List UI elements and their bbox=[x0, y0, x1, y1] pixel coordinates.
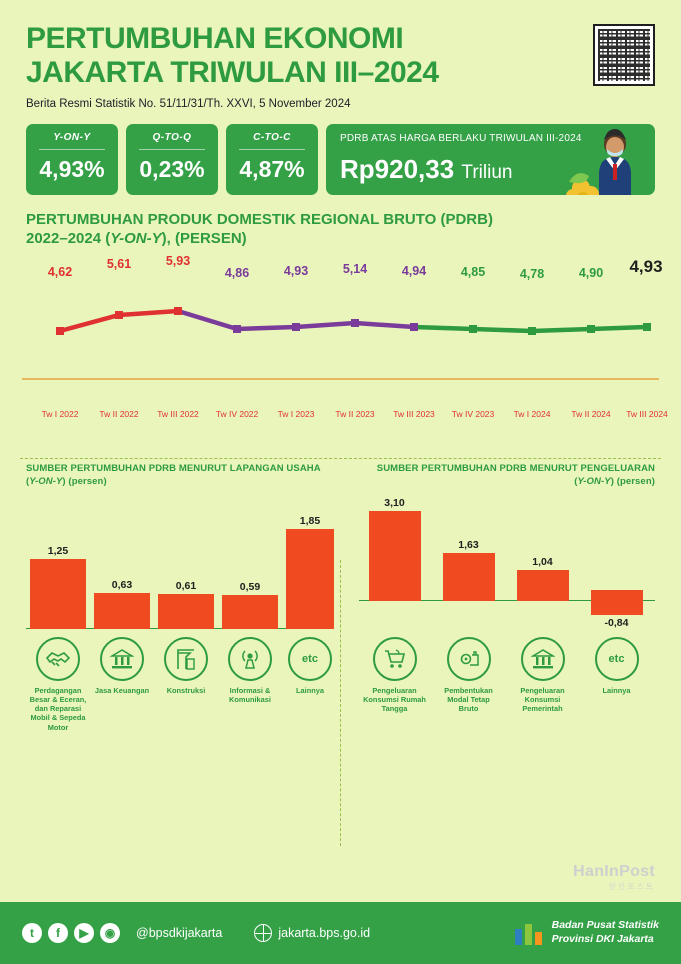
etc-icon bbox=[595, 637, 639, 681]
bar-pg-2-value: 1,04 bbox=[532, 555, 553, 568]
section-title-line2b: Y-ON-Y bbox=[110, 229, 162, 247]
stat-label-yoy: Y-ON-Y bbox=[53, 132, 91, 144]
icon-caption-2: Konstruksi bbox=[166, 685, 206, 695]
social-handle[interactable]: @bpsdkijakarta bbox=[136, 926, 223, 940]
watermark-line2: 한인포스트 bbox=[608, 882, 655, 891]
bar-pg-0-value: 3,10 bbox=[384, 496, 405, 509]
x-label-2: Tw III 2022 bbox=[157, 408, 199, 419]
bank-icon bbox=[100, 637, 144, 681]
bar-lu-3-value: 0,59 bbox=[239, 580, 261, 593]
watermark-line1: HanInPost bbox=[573, 863, 655, 880]
line-value-8: 4,78 bbox=[519, 266, 545, 281]
bar-pg-3-value: -0,84 bbox=[604, 616, 629, 629]
x-label-8: Tw I 2024 bbox=[513, 408, 551, 419]
icon-item-konsumsi-pemerintah bbox=[511, 637, 575, 714]
stat-card-qtoq bbox=[126, 124, 218, 195]
x-label-0: Tw I 2022 bbox=[41, 408, 79, 419]
panel-right-sub-b: Y-ON-Y bbox=[577, 475, 611, 487]
page-subtitle: Berita Resmi Statistik No. 51/11/31/Th. XXVI, 5 November 2024 bbox=[26, 98, 351, 111]
pdrb-value: Rp920,33 bbox=[340, 154, 455, 185]
line-chart bbox=[22, 253, 668, 452]
panel-right-title bbox=[359, 463, 656, 487]
pdrb-card bbox=[326, 124, 655, 195]
icon-caption-pg-3: Lainnya bbox=[602, 685, 631, 695]
bar-lu-4 bbox=[286, 515, 334, 629]
icon-item-pmtb bbox=[437, 637, 501, 714]
social-icons bbox=[22, 923, 120, 943]
line-value-10: 4,93 bbox=[629, 256, 663, 276]
line-chart-x-labels bbox=[22, 408, 668, 431]
stat-label-qtoq: Q-TO-Q bbox=[152, 132, 192, 144]
website-link[interactable] bbox=[254, 924, 370, 942]
bar-chart-pengeluaran bbox=[359, 496, 656, 629]
panel-right-sub-c: ) (persen) bbox=[610, 475, 655, 487]
line-value-6: 4,94 bbox=[401, 263, 427, 278]
stat-value-yoy: 4,93% bbox=[39, 156, 105, 183]
bar-lu-1-value: 0,63 bbox=[111, 578, 133, 591]
broadcast-icon bbox=[228, 637, 272, 681]
icon-caption-1: Jasa Keuangan bbox=[94, 685, 150, 695]
header bbox=[0, 0, 681, 110]
bar-pg-1 bbox=[443, 539, 495, 601]
panel-right-sub-a: ( bbox=[574, 475, 578, 487]
x-label-5: Tw II 2023 bbox=[335, 408, 375, 419]
etc-label-pg: etc bbox=[608, 652, 625, 665]
bar-pg-3 bbox=[591, 590, 643, 629]
handshake-icon bbox=[36, 637, 80, 681]
bar-chart-lapangan-usaha bbox=[26, 499, 327, 629]
icon-item-infokom bbox=[218, 637, 282, 705]
bps-name-line2: Provinsi DKI Jakarta bbox=[551, 933, 654, 945]
instagram-icon[interactable]: ◉ bbox=[100, 923, 120, 943]
bar-lu-1 bbox=[94, 579, 150, 629]
icon-item-jasa-keuangan bbox=[90, 637, 154, 695]
page-title-line2: JAKARTA TRIWULAN III–2024 bbox=[26, 55, 439, 89]
bar-pg-0 bbox=[369, 497, 421, 601]
panel-right-title-text: SUMBER PERTUMBUHAN PDRB MENURUT PENGELUARAN bbox=[376, 462, 655, 474]
panel-pengeluaran bbox=[341, 463, 662, 747]
line-value-9: 4,90 bbox=[578, 265, 604, 280]
stat-value-qtoq: 0,23% bbox=[139, 156, 205, 183]
line-value-5: 5,14 bbox=[342, 261, 368, 276]
icon-item-perdagangan bbox=[26, 637, 90, 732]
twitter-icon[interactable]: t bbox=[22, 923, 42, 943]
bar-pg-2 bbox=[517, 556, 569, 601]
line-value-3: 4,86 bbox=[224, 265, 250, 280]
bar-lu-0-value: 1,25 bbox=[47, 544, 69, 557]
icon-caption-pg-2: Pengeluaran Konsumsi Pemerintah bbox=[520, 685, 565, 714]
youtube-icon[interactable]: ▶ bbox=[74, 923, 94, 943]
stat-card-yoy bbox=[26, 124, 118, 195]
icon-caption-0: Perdagangan Besar & Eceran, dan Reparasi Mobil & Sepeda Motor bbox=[29, 685, 87, 732]
line-value-4: 4,93 bbox=[283, 263, 309, 278]
bar-lu-0 bbox=[30, 545, 86, 629]
panel-left-title-text: SUMBER PERTUMBUHAN PDRB MENURUT LAPANGAN USAHA bbox=[26, 462, 321, 474]
icons-lapangan-usaha bbox=[26, 637, 327, 747]
government-icon bbox=[521, 637, 565, 681]
footer bbox=[0, 902, 681, 964]
x-label-1: Tw II 2022 bbox=[99, 408, 139, 419]
panel-left-sub-a: ( bbox=[26, 475, 30, 487]
icon-caption-pg-1: Pembentukan Modal Tetap Bruto bbox=[444, 685, 493, 714]
section-title-line2a: 2022–2024 ( bbox=[26, 229, 111, 247]
icon-item-konsumsi-rt bbox=[363, 637, 427, 714]
bar-lu-2 bbox=[158, 580, 214, 629]
etc-icon bbox=[288, 637, 332, 681]
icon-item-lainnya-pg bbox=[585, 637, 649, 695]
construction-icon bbox=[164, 637, 208, 681]
stat-value-ctoc: 4,87% bbox=[239, 156, 305, 183]
x-label-6: Tw III 2023 bbox=[393, 408, 435, 419]
facebook-icon[interactable]: f bbox=[48, 923, 68, 943]
x-label-7: Tw IV 2023 bbox=[451, 408, 495, 419]
section-title bbox=[0, 195, 681, 249]
globe-icon bbox=[254, 924, 272, 942]
icon-item-lainnya-lu bbox=[278, 637, 342, 695]
gear-industry-icon bbox=[447, 637, 491, 681]
x-label-4: Tw I 2023 bbox=[277, 408, 315, 419]
x-label-10: Tw III 2024 bbox=[626, 408, 668, 419]
pdrb-unit: Triliun bbox=[461, 162, 513, 184]
section-title-line1: PERTUMBUHAN PRODUK DOMESTIK REGIONAL BRUTO (PDRB) bbox=[26, 211, 493, 229]
icon-item-konstruksi bbox=[154, 637, 218, 695]
icon-caption-3: Informasi & Komunikasi bbox=[229, 685, 271, 704]
line-value-2: 5,93 bbox=[165, 253, 191, 268]
stat-label-ctoc: C-TO-C bbox=[253, 132, 291, 144]
qr-code-icon[interactable] bbox=[593, 24, 655, 86]
pdrb-label: PDRB ATAS HARGA BERLAKU TRIWULAN III-2024 bbox=[340, 133, 582, 145]
shopping-cart-icon bbox=[373, 637, 417, 681]
x-label-9: Tw II 2024 bbox=[571, 408, 611, 419]
businessman-money-illustration bbox=[563, 126, 649, 195]
bps-branding bbox=[514, 919, 659, 946]
website-text: jakarta.bps.go.id bbox=[278, 926, 371, 940]
line-chart-value-labels bbox=[22, 253, 663, 291]
bar-lu-3 bbox=[222, 581, 278, 629]
bar-pg-1-value: 1,63 bbox=[458, 538, 479, 551]
etc-label-lu: etc bbox=[302, 652, 318, 665]
section-title-line2c: ), (PERSEN) bbox=[161, 229, 247, 247]
stats-row bbox=[0, 110, 681, 195]
line-value-7: 4,85 bbox=[460, 264, 486, 279]
panel-left-title bbox=[26, 463, 327, 487]
bar-lu-4-value: 1,85 bbox=[299, 514, 321, 527]
stat-card-ctoc bbox=[226, 124, 318, 195]
line-value-1: 5,61 bbox=[106, 256, 132, 271]
page-title-line1: PERTUMBUHAN EKONOMI bbox=[26, 22, 404, 55]
x-label-3: Tw IV 2022 bbox=[215, 408, 259, 419]
line-chart-plot bbox=[22, 287, 659, 417]
panel-lapangan-usaha bbox=[20, 463, 341, 747]
watermark bbox=[573, 863, 655, 892]
bps-logo-icon bbox=[514, 920, 544, 946]
bar-lu-2-value: 0,61 bbox=[175, 579, 197, 592]
panel-left-sub-c: ) (persen) bbox=[62, 475, 107, 487]
bps-name-line1: Badan Pusat Statistik bbox=[551, 919, 659, 932]
icon-caption-pg-0: Pengeluaran Konsumsi Rumah Tangga bbox=[363, 685, 426, 714]
icon-caption-4: Lainnya bbox=[296, 685, 324, 695]
panel-left-sub-b: Y-ON-Y bbox=[29, 475, 63, 487]
line-value-0: 4,62 bbox=[47, 264, 73, 279]
bottom-panels bbox=[0, 459, 681, 747]
icons-pengeluaran bbox=[359, 637, 656, 747]
